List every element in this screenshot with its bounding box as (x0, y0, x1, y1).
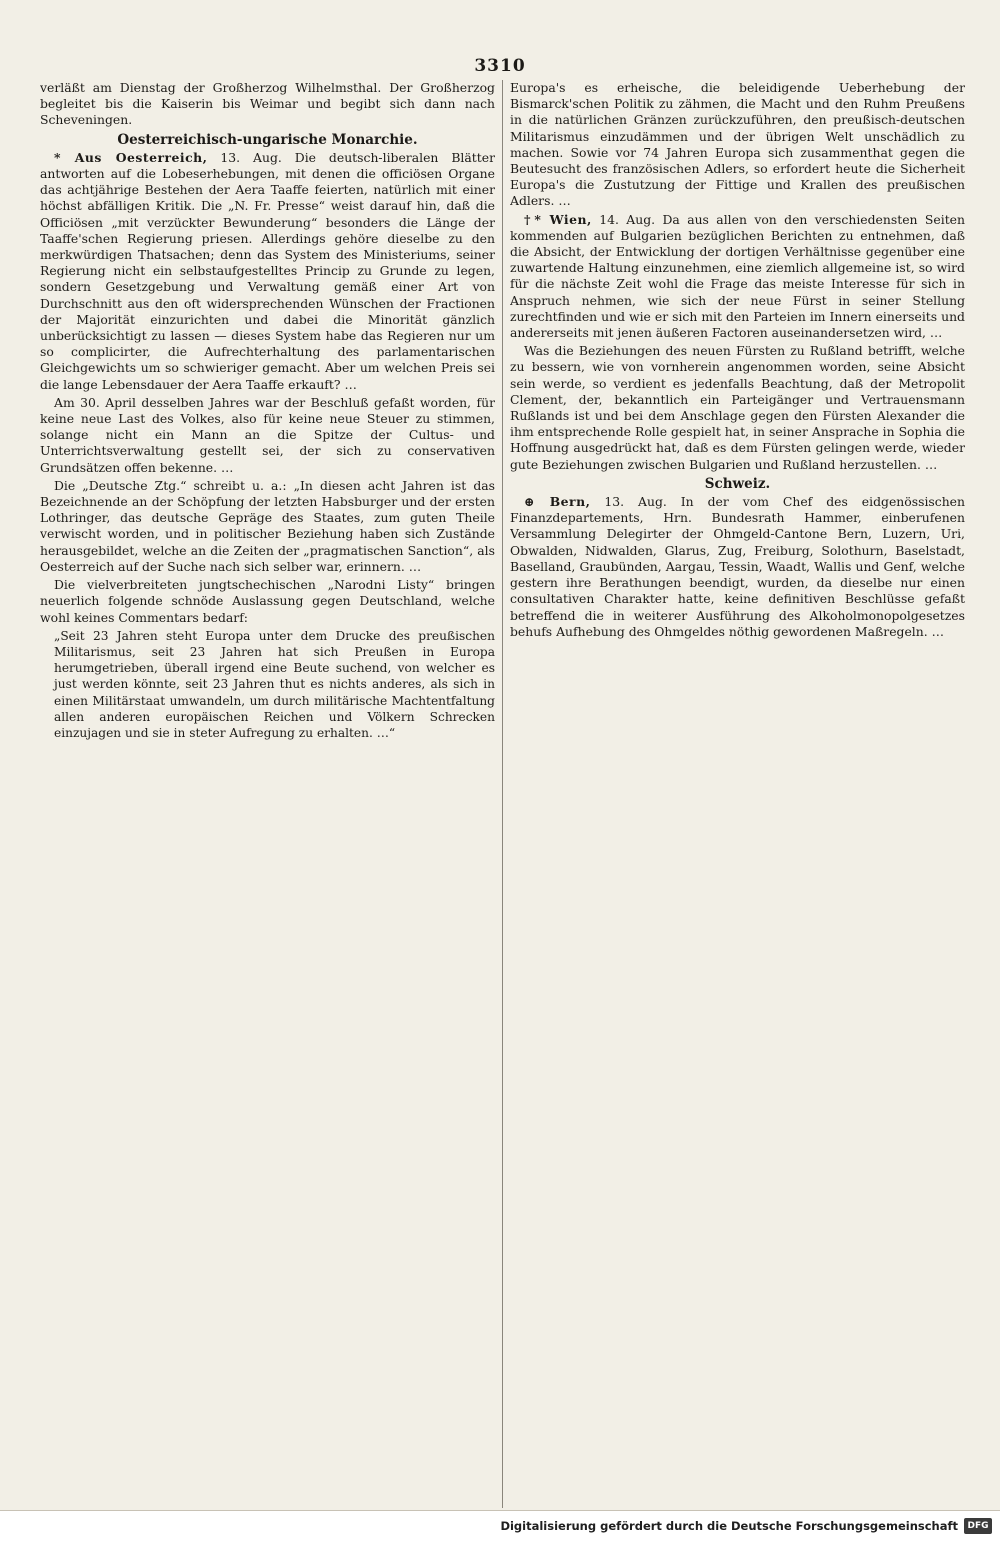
dfg-logo-icon: DFG (964, 1518, 992, 1534)
section-heading: Oesterreichisch-ungarische Monarchie. (117, 131, 418, 148)
dateline: ⊕ Bern, (524, 494, 591, 510)
column-divider (502, 80, 503, 1508)
footer-divider (0, 1510, 1000, 1511)
article-text: 14. Aug. Da aus allen von den verschiedensten Seiten kommenden auf Bulgarien bezüglichen Berichten zu entnehmen, daß die Absicht, der Entwicklung der dortigen Verhältnisse gegenüber eine zuwartende Haltung einzunehmen, eine ziemlich allgemeine ist, so wird für die nächste Zeit wohl die Frage das meiste Interesse für sich in Anspruch nehmen, wie sich der neue Fürst in seiner Stellung zurechtfinden und wie er sich mit den Parteien im Innern einerseits und andererseits mit jenen äußeren Factoren auseinandersetzen wird, … (510, 211, 965, 341)
article-paragraph (40, 150, 495, 393)
article-paragraph: Die vielverbreiteten jungtschechischen „Narodni Listy“ bringen neuerlich folgende schnöde Auslassung gegen Deutschland, welche wohl keines Commentars bedarf: (40, 577, 495, 625)
article-paragraph: Am 30. April desselben Jahres war der Beschluß gefaßt worden, für keine neue Last des Volkes, also für keine neue Steuer zu stimmen, solange nicht ein Mann an die Spitze der Cultus- und Unterrichtsverwaltung gestellt sei, der sich zu conservativen Grundsätzen offen bekenne. … (40, 394, 495, 475)
left-column (40, 80, 495, 1508)
page-number: 3310 (474, 56, 526, 76)
article-paragraph (510, 494, 965, 640)
article-paragraph (510, 212, 965, 342)
quoted-passage: „Seit 23 Jahren steht Europa unter dem Drucke des preußischen Militarismus, seit 23 Jahren hat sich Preußen in Europa herumgetrieben, überall irgend eine Beute suchend, von welcher es just werden könnte, seit 23 Jahren thut es nichts anderes, als sich in einen Militärstaat umwandeln, um durch militärische Machtentfaltung allen anderen europäischen Reichen und Völkern Schrecken einzujagen und sie in steter Aufregung zu erhalten. …“ (54, 628, 495, 740)
article-paragraph: Was die Beziehungen des neuen Fürsten zu Rußland betrifft, welche zu bessern, wie von vornherein angenommen worden, seine Absicht sein werde, so verdient es jedenfalls Beachtung, daß der Metropolit Clement, der, bekanntlich ein Parteigänger und Vertrauensmann Rußlands ist und bei dem Anschlage gegen den Fürsten Alexander die ihm entsprechende Rolle gespielt hat, in seiner Ansprache in Sophia die Hoffnung ausgedrückt hat, daß es dem Fürsten gelingen werde, wieder gute Beziehungen zwischen Bulgarien und Rußland herzustellen. … (510, 343, 965, 472)
article-paragraph: Die „Deutsche Ztg.“ schreibt u. a.: „In diesen acht Jahren ist das Bezeichnende an der Schöpfung der letzten Habsburger und der ersten Lothringer, das deutsche Gepräge des Staates, zum guten Theile verwischt worden, und in politischer Beziehung haben sich Zustände herausgebildet, welche an die Zeiten der „pragmatischen Sanction“, als Oesterreich auf der Suche nach sich selber war, erinnern. … (40, 477, 495, 574)
article-text: 13. Aug. In der vom Chef des eidgenössischen Finanzdepartements, Hrn. Bundesrath Hammer, einberufenen Versammlung Delegirter der Ohmgeld-Cantone Bern, Luzern, Uri, Obwalden, Nidwalden, Glarus, Zug, Freiburg, Solothurn, Baselstadt, Baselland, Graubünden, Aargau, Tessin, Waadt, Wallis und Genf, welche gestern ihre Berathungen beendigt, wurden, da dieselbe nur einen consultativen Charakter hatte, keine definitiven Beschlüsse gefaßt betreffend die in weiterer Ausführung des Alkoholmonopolgesetzes behufs Aufhebung des Ohmgeldes nöthig gewordenen Maßregeln. … (510, 494, 965, 639)
article-paragraph: Europa's es erheische, die beleidigende Ueberhebung der Bismarck'schen Politik zu zähmen, die Macht und den Ruhm Preußens in die natürlichen Gränzen zurückzuführen, den preußisch-deutschen Militarismus einzudämmen und der übrigen Welt unschädlich zu machen. Sowie vor 74 Jahren Europa sich zusammenthat gegen die Beutesucht des französischen Adlers, so erfordert heute die Sicherheit Europa's die Zustutzung der Fittige und Krallen des preußischen Adlers. … (510, 80, 965, 209)
article-text: 13. Aug. Die deutsch-liberalen Blätter antworten auf die Lobeserhebungen, mit denen die officiösen Organe das achtjährige Bestehen der Aera Taaffe feierten, natürlich mit einer höchst abfälligen Kritik. Die „N. Fr. Presse“ weist darauf hin, daß die Officiösen „mit verzückter Bewunderung“ besonders die Länge der Taaffe'schen Regierung priesen. Allerdings gehöre dieselbe zu den merkwürdigen Thatsachen; denn das System des Ministeriums, seiner Regierung nicht ein selbstaufgestelltes Princip zu Grunde zu legen, sondern Gesetzgebung und Verwaltung gemäß einer Art von Durchschnitt aus den oft widersprechenden Wünschen der Fractionen der Majorität einzurichten und dabei die Minorität gänzlich unberücksichtigt zu lassen — dieses System habe das Regieren nur um so complicirter, die Aufrechterhaltung des parlamentarischen Gleichgewichts um so schwieriger gemacht. Aber um welchen Preis sei die lange Lebensdauer der Aera Taaffe erkauft? … (40, 149, 495, 392)
right-column (510, 80, 965, 1508)
section-heading: Schweiz. (704, 475, 771, 492)
dateline: * Aus Oesterreich, (54, 149, 208, 165)
dateline: †* Wien, (524, 211, 592, 227)
footer-bar (0, 1510, 1000, 1545)
article-paragraph: verläßt am Dienstag der Großherzog Wilhelmsthal. Der Großherzog begleitet bis die Kaiserin bis Weimar und begibt sich dann nach Scheveningen. (40, 80, 495, 128)
funding-note: Digitalisierung gefördert durch die Deutsche Forschungsgemeinschaft (500, 1519, 958, 1533)
